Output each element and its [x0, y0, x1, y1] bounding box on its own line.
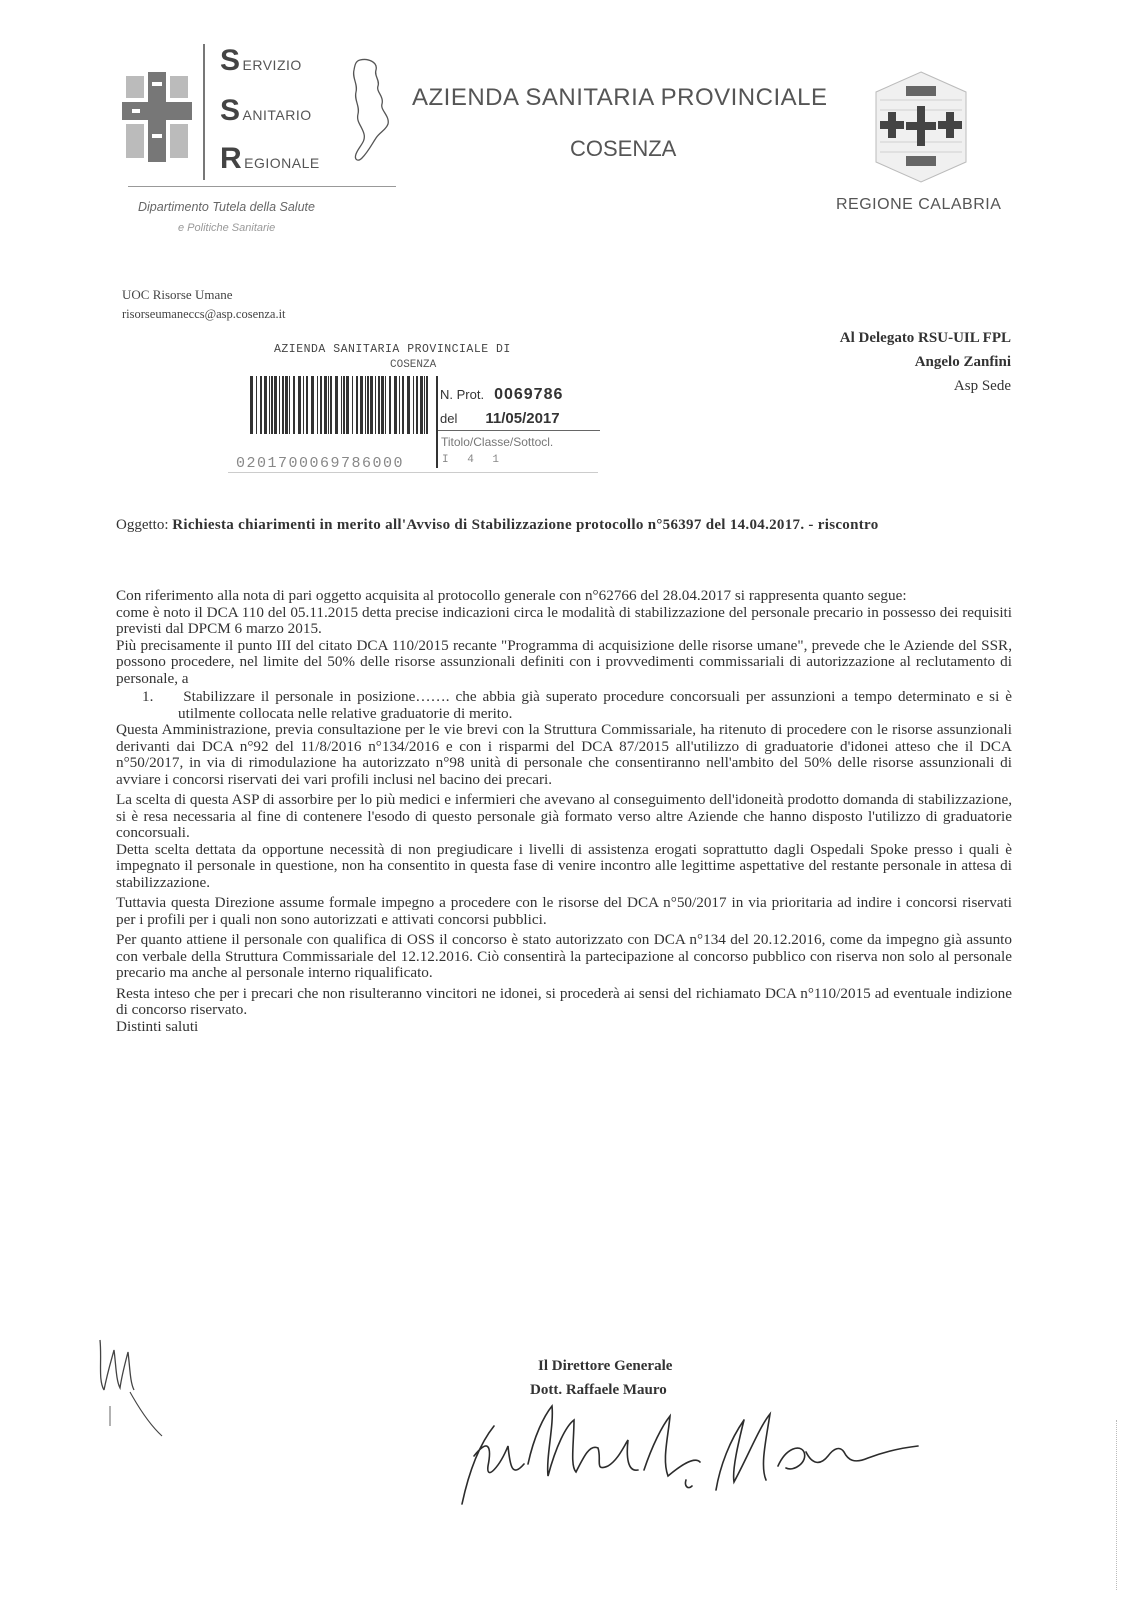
regione-calabria-emblem: [866, 66, 976, 191]
header-rule: [128, 186, 396, 187]
department-name: Dipartimento Tutela della Salute: [138, 200, 315, 214]
barcode-bar: [274, 376, 277, 434]
barcode-bar: [413, 376, 414, 434]
barcode-bar: [335, 376, 338, 434]
protocol-number: 0069786: [494, 386, 564, 403]
barcode-bar: [360, 376, 363, 434]
barcode-bar: [260, 376, 262, 434]
barcode-bar: [269, 376, 270, 434]
barcode-bar: [356, 376, 358, 434]
barcode-bar: [346, 376, 349, 434]
body-paragraph-6: Detta scelta dettata da opportune necessità di non pregiudicare i livelli di assistenza erogati soprattutto dagli Ospedali Spoke presso i quali è impegnato il personale in questione, non ha consentito in questa fase di venire incontro alle legittime aspettative del restante personale in attesa di stabilizzazione.: [116, 840, 1012, 891]
barcode-bar: [389, 376, 391, 434]
stamp-bottom-rule: [228, 472, 598, 473]
body-paragraph-5: La scelta di questa ASP di assorbire per lo più medici e infermieri che avevano al conseguimento dell'idoneità prodotto domanda di stabilizzazione, si è resa necessaria al fine di contenere l'esodo di questo personale già formato verso altre Aziende che hanno disposto l'utilizzo di graduatorie concorsuali.: [116, 791, 1012, 841]
barcode-bar: [426, 376, 428, 434]
body-paragraph-1: Con riferimento alla nota di pari oggetto acquisita al protocollo generale con n°62766 del 28.04.2017 si rappresenta quanto segue:: [116, 587, 907, 604]
recipient-title: Al Delegato RSU-UIL FPL: [839, 330, 1011, 346]
barcode-bar: [407, 376, 410, 434]
barcode-bar: [343, 376, 345, 434]
margin-initials-handwriting: [90, 1330, 170, 1445]
department-subname: e Politiche Sanitarie: [178, 222, 276, 234]
closing-salutation: Distinti saluti: [116, 1017, 199, 1035]
barcode-bar: [256, 376, 257, 434]
barcode-bar: [370, 376, 373, 434]
barcode-bar: [341, 376, 342, 434]
barcode-bar: [250, 376, 253, 434]
body-paragraph-7: Tuttavia questa Direzione assume formale impegno a procedere con le risorse del DCA n°50/2017 in via prioritaria ad indire i concorsi riservati per i profili per i quali non sono autorizzati e attivati concorsi pubblici.: [116, 894, 1012, 928]
list-item-text: Stabilizzare il personale in posizione……. che abbia già superato procedure concorsuali per assunzioni a tempo determinato e si è utilmente collocata nelle relative graduatorie di merito.: [178, 688, 1012, 722]
barcode-bar: [365, 376, 366, 434]
subject-label: Oggetto:: [116, 517, 169, 533]
protocol-number-label: N. Prot.: [440, 387, 485, 402]
body-paragraph-8: Per quanto attiene il personale con qualifica di OSS il concorso è stato autorizzato con DCA n°134 del 20.12.2016, come da impegno già assunto con verbale della Struttura Commissariale del 12.12.2016. Ciò consentirà la partecipazione al concorso pubblico con riserva non solo al personale precario ma anche al personale interno riqualificato.: [116, 931, 1012, 981]
protocol-date-label: del: [440, 411, 458, 426]
asp-city: COSENZA: [570, 136, 677, 161]
barcode-bar: [385, 376, 386, 434]
barcode-bar: [311, 376, 314, 434]
body-paragraph-9: Resta inteso che per i precari che non risulteranno vincitori ne idonei, si procederà ai sensi del richiamato DCA n°110/2015 ad eventuale indizione di concorso riservato.: [116, 984, 1012, 1018]
barcode-bar: [264, 376, 267, 434]
stamp-rule: [438, 430, 600, 431]
barcode-bar: [271, 376, 273, 434]
barcode-number: 0201700069786000: [236, 455, 405, 472]
barcode-bar: [330, 376, 332, 434]
barcode-bar: [381, 376, 384, 434]
body-paragraph-2: come è noto il DCA 110 del 05.11.2015 detta precise indicazioni circa le modalità di stabilizzazione del personale precario in possesso dei requisiti previsti dal DPCM 6 marzo 2015.: [116, 603, 1012, 637]
barcode-bar: [285, 376, 288, 434]
barcode-bar: [289, 376, 290, 434]
ssr-cross-logo: [122, 72, 192, 167]
signatory-title: Il Direttore Generale: [538, 1358, 673, 1374]
barcode-bar: [424, 376, 425, 434]
barcode-bar: [317, 376, 318, 434]
asp-title: AZIENDA SANITARIA PROVINCIALE: [412, 84, 828, 111]
barcode-bar: [324, 376, 327, 434]
signatory-name: Dott. Raffaele Mauro: [530, 1382, 667, 1398]
body-paragraph-4: Questa Amministrazione, previa consultazione per le vie brevi con la Struttura Commissariale, ha ritenuto di procedere con le risorse assunzionali derivanti dai DCA n°92 del 11/8/2016 n°134/2016 e con i risparmi del DCA 87/2015 all'utilizzo di graduatorie d'idonei atteso che il DCA n°50/2017, in via di rimodulazione ha autorizzato n°98 unità di personale che consentiranno nell'ambito del 50% delle risorse assunzionali di avviare i concorsi riservati dei vari profili inclusi nel bacino dei precari.: [116, 721, 1012, 788]
protocol-barcode: [250, 376, 434, 461]
barcode-bar: [306, 376, 308, 434]
protocol-classification-label: Titolo/Classe/Sottocl.: [441, 435, 554, 449]
sender-email: risorseumaneccs@asp.cosenza.it: [122, 307, 286, 321]
barcode-bar: [328, 376, 329, 434]
barcode-bar: [420, 376, 423, 434]
list-item-number: 1.: [142, 688, 154, 705]
ssr-line-servizio: SERVIZIO: [220, 44, 302, 77]
ssr-line-regionale: REGIONALE: [220, 142, 320, 175]
handwritten-signature: [448, 1386, 928, 1521]
barcode-bar: [367, 376, 369, 434]
protocol-classification-value: I 4 1: [442, 454, 506, 466]
ssr-line-sanitario: SANITARIO: [220, 94, 312, 127]
barcode-bar: [352, 376, 353, 434]
scan-edge-mark: [1116, 1420, 1118, 1590]
barcode-bar: [293, 376, 295, 434]
barcode-bar: [320, 376, 322, 434]
protocol-number-row: [440, 386, 563, 404]
barcode-bar: [402, 376, 404, 434]
body-paragraph-3: Più precisamente il punto III del citato DCA 110/2015 recante "Programma di acquisizione delle risorse umane", prevede che le Aziende del SSR, possono procedere, nel limite del 50% delle risorse assunzionali definiti con i provvedimenti commissariali di autorizzazione al reclutamento di personale, a: [116, 636, 1012, 687]
protocol-date-row: [440, 410, 560, 427]
barcode-bar: [298, 376, 301, 434]
barcode-bar: [282, 376, 284, 434]
letter-subject: [116, 514, 1021, 536]
recipient-location: Asp Sede: [953, 378, 1011, 394]
calabria-map-icon: [350, 56, 394, 171]
protocol-date: 11/05/2017: [485, 410, 560, 427]
stamp-heading: AZIENDA SANITARIA PROVINCIALE DI: [274, 343, 511, 356]
body-list-item: [116, 689, 1012, 722]
barcode-bar: [378, 376, 380, 434]
stamp-heading-city: COSENZA: [390, 359, 437, 371]
ssr-divider: [203, 44, 205, 180]
barcode-bar: [399, 376, 400, 434]
subject-text: Richiesta chiarimenti in merito all'Avviso di Stabilizzazione protocollo n°56397 del 14.04.2017. - riscontro: [172, 517, 879, 533]
barcode-bar: [303, 376, 304, 434]
sender-office: UOC Risorse Umane: [122, 287, 233, 302]
barcode-bar: [375, 376, 376, 434]
letter-body: [116, 588, 1012, 1035]
barcode-bar: [416, 376, 418, 434]
regione-label: REGIONE CALABRIA: [836, 196, 1002, 213]
barcode-bar: [279, 376, 280, 434]
recipient-name: Angelo Zanfini: [914, 354, 1011, 370]
barcode-bar: [394, 376, 397, 434]
